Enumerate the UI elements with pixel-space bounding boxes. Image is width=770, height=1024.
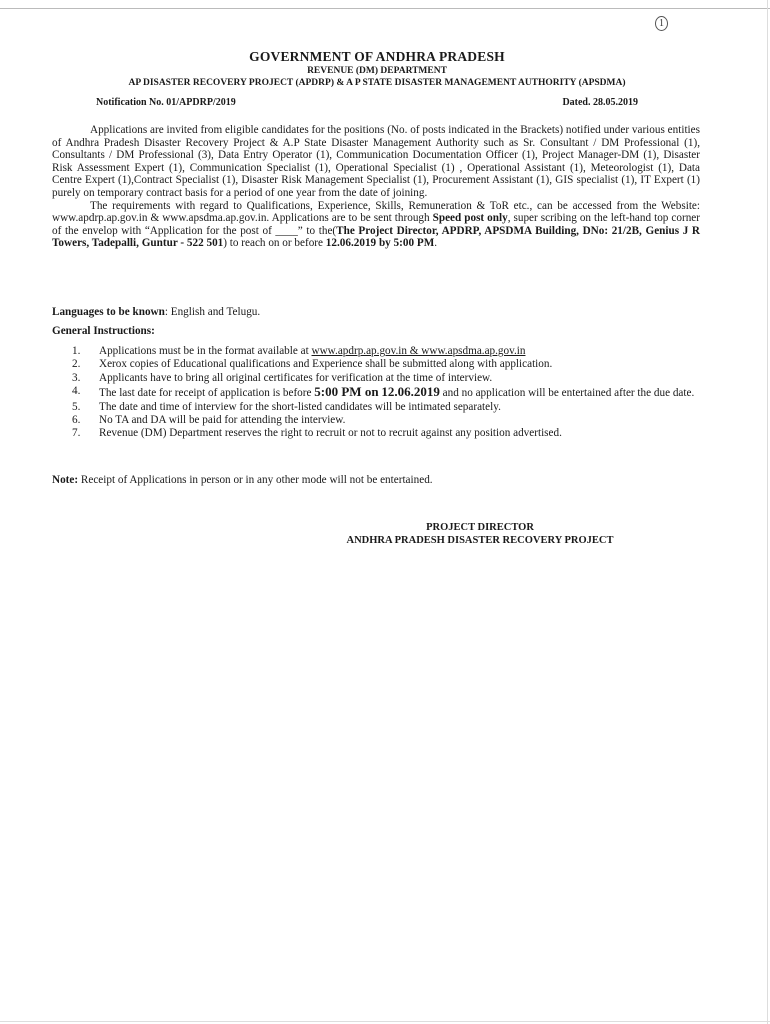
languages-line xyxy=(52,306,260,318)
note-line xyxy=(52,474,433,486)
item-text: No TA and DA will be paid for attending the interview. xyxy=(99,414,346,427)
item-number: 3. xyxy=(72,371,81,384)
instructions-list xyxy=(72,345,720,441)
item-number: 2. xyxy=(72,358,81,371)
para2-part2: , super scribing on the left-hand top corner of the envelop with “Application for the post of ____” to the xyxy=(52,212,700,237)
list-item xyxy=(72,414,720,427)
item-text xyxy=(99,385,720,400)
signatory-organization: ANDHRA PRADESH DISASTER RECOVERY PROJECT xyxy=(346,535,614,546)
item-number: 5. xyxy=(72,400,81,413)
languages-label: Languages to be known xyxy=(52,306,165,318)
body-text xyxy=(52,124,700,250)
para2-part4: . xyxy=(434,237,438,250)
scan-right-border xyxy=(767,0,768,1024)
item-text xyxy=(99,345,720,358)
list-item xyxy=(72,372,720,385)
item-text: The date and time of interview for the short-listed candidates will be intimated separately. xyxy=(99,400,501,413)
para2-part3: ) to reach on or before xyxy=(223,237,326,250)
document-header xyxy=(52,49,702,90)
item4-pre: The last date for receipt of application is before xyxy=(99,387,315,400)
speed-post-text: Speed post only xyxy=(432,212,508,225)
list-item xyxy=(72,385,720,400)
scan-top-border xyxy=(0,8,770,9)
item-number: 4. xyxy=(72,385,81,398)
item-number: 1. xyxy=(72,345,81,357)
list-item xyxy=(72,358,720,371)
postal-address: The Project Director, APDRP, APSDMA Building, DNo: 21/2B, Genius J R Towers, Tadepalli, Guntur - 522 501 xyxy=(52,224,700,250)
deadline-text: 12.06.2019 by 5:00 PM xyxy=(325,237,435,250)
note-text: Receipt of Applications in person or in any other mode will not be entertained. xyxy=(78,474,433,486)
paragraph-requirements: The requirements with regard to Qualifications, Experience, Skills, Remuneration & ToR etc., can be accessed from the Website: www.apdrp.ap.gov.in & www.apsdma.ap.gov.in. Applications are to be sent through Speed post only, super scribing on the left-hand top corner of the envelop with “Application for the post of ____” to the(The Project Director, APDRP, APSDMA Building, DNo: 21/2B, Genius J R Towers, Tadepalli, Guntur - 522 501) to reach on or before 12.06.2019 by 5:00 PM. xyxy=(52,199,700,250)
item-text-body: Applications must be in the format available at xyxy=(99,345,312,357)
department-title: REVENUE (DM) DEPARTMENT xyxy=(307,66,447,76)
paragraph-positions: Applications are invited from eligible candidates for the positions (No. of posts indicated in the Brackets) notified under various entities of Andhra Pradesh Disaster Recovery Project & A.P State Disaster Management Authority such as Sr. Consultant / DM Professional (1), Consultants / DM Professional (3), Data Entry Operator (1), Communication Documentation Officer (1), Project Manager-DM (1), Disaster Risk Assessment Expert (1), Communication Specialist (1), Operational Specialist (1) , Operational Assistant (1), Meteorologist (1), Data Centre Expert (1),Contract Specialist (1), Disaster Risk Management Specialist (1), Procurement Assistant (1), GIS specialist (1), IT Expert (1) purely on temporary contract basis for a period of one year from the date of joining. xyxy=(52,124,700,199)
languages-value: : English and Telugu. xyxy=(164,306,261,318)
item4-date: 12.06.2019 xyxy=(381,384,440,400)
item4-time: 5:00 PM on xyxy=(314,384,379,400)
item4-post: and no application will be entertained after the due date. xyxy=(439,387,695,400)
websites-link[interactable]: www.apdrp.ap.gov.in & www.apsdma.ap.gov.in xyxy=(311,345,526,357)
general-instructions-heading: General Instructions: xyxy=(52,325,155,337)
notification-row xyxy=(96,97,638,108)
government-title: GOVERNMENT OF ANDHRA PRADESH xyxy=(249,49,505,64)
notification-number: Notification No. 01/APDRP/2019 xyxy=(96,97,236,108)
page-number: 1 xyxy=(655,16,668,31)
list-item xyxy=(72,427,720,440)
para2-part1: The requirements with regard to Qualifications, Experience, Skills, Remuneration & ToR etc., can be accessed from the Website: www.apdrp.ap.gov.in & www.apsdma.ap.gov.in. Applications are to be sent through xyxy=(52,199,700,225)
project-title: AP DISASTER RECOVERY PROJECT (APDRP) & A P STATE DISASTER MANAGEMENT AUTHORITY (APSDMA) xyxy=(128,78,626,88)
item-text: Xerox copies of Educational qualifications and Experience shall be submitted along with application. xyxy=(99,358,553,371)
item-number: 7. xyxy=(72,427,81,440)
scan-bottom-border xyxy=(0,1021,770,1022)
item-number: 6. xyxy=(72,414,81,427)
list-item xyxy=(72,401,720,414)
signature-block xyxy=(330,521,630,547)
item-text: Revenue (DM) Department reserves the right to recruit or not to recruit against any position advertised. xyxy=(99,427,562,440)
note-label: Note: xyxy=(52,474,79,486)
notification-date: Dated. 28.05.2019 xyxy=(562,97,638,108)
item-text: Applicants have to bring all original certificates for verification at the time of interview. xyxy=(99,371,493,384)
signatory-title: PROJECT DIRECTOR xyxy=(426,522,534,533)
list-item xyxy=(72,345,720,358)
